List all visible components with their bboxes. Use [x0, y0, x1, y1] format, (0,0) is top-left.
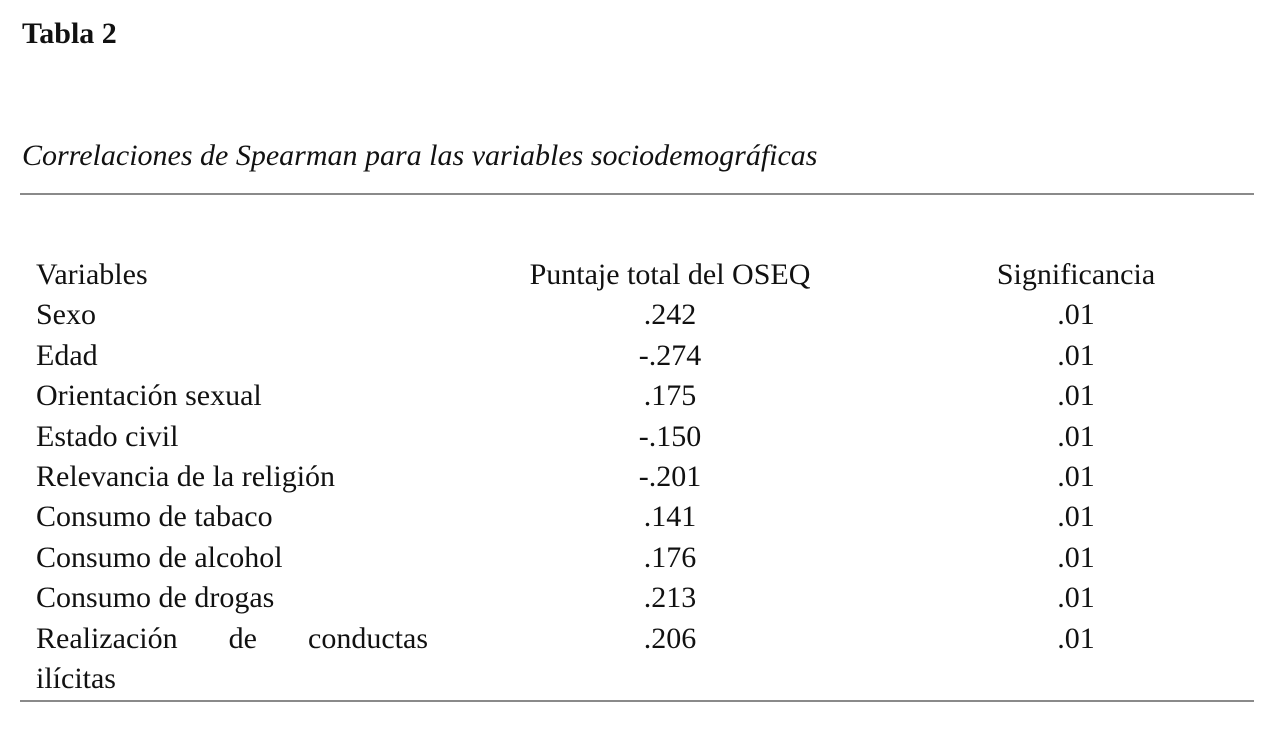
row-score: -.150 [638, 419, 702, 453]
row-variable: Consumo de drogas [36, 581, 275, 615]
table-row [36, 417, 1236, 457]
table-row [36, 295, 1236, 335]
row-variable: Sexo [36, 298, 96, 332]
table-header-row [36, 255, 1236, 295]
header-variables: Variables [36, 258, 148, 291]
row-variable: Edad [36, 338, 98, 372]
correlations-table [36, 255, 1236, 699]
row-significance: .01 [1057, 379, 1095, 413]
row-score: .175 [643, 379, 697, 413]
row-variable: Consumo de tabaco [36, 500, 273, 534]
header-score: Puntaje total del OSEQ [529, 258, 811, 291]
table-row [36, 336, 1236, 376]
row-significance: .01 [1057, 581, 1095, 615]
row-variable: Consumo de alcohol [36, 540, 283, 574]
row-score: .176 [643, 540, 697, 574]
table-number: Tabla 2 [22, 17, 117, 50]
table-row [36, 619, 1236, 700]
row-significance: .01 [1057, 540, 1095, 574]
row-score: -.201 [638, 460, 702, 494]
table-row [36, 376, 1236, 416]
top-rule [20, 193, 1254, 195]
bottom-rule [20, 700, 1254, 702]
row-significance: .01 [1057, 419, 1095, 453]
row-score: .213 [643, 581, 697, 615]
table-caption: Correlaciones de Spearman para las variables sociodemográficas [22, 139, 818, 172]
row-variable: Relevancia de la religión [36, 460, 336, 494]
row-score: .206 [643, 621, 697, 655]
row-variable: Orientación sexual [36, 379, 262, 413]
row-score: -.274 [638, 338, 702, 372]
header-significance: Significancia [996, 258, 1156, 291]
row-significance: .01 [1057, 500, 1095, 534]
row-significance: .01 [1057, 621, 1095, 655]
table-row [36, 538, 1236, 578]
row-score: .242 [643, 298, 697, 332]
table-row [36, 578, 1236, 618]
row-significance: .01 [1057, 460, 1095, 494]
table-row [36, 497, 1236, 537]
row-significance: .01 [1057, 338, 1095, 372]
row-variable: Realización de conductas ilícitas [36, 621, 428, 696]
table-row [36, 457, 1236, 497]
row-significance: .01 [1057, 298, 1095, 332]
row-score: .141 [643, 500, 697, 534]
row-variable: Estado civil [36, 419, 179, 453]
